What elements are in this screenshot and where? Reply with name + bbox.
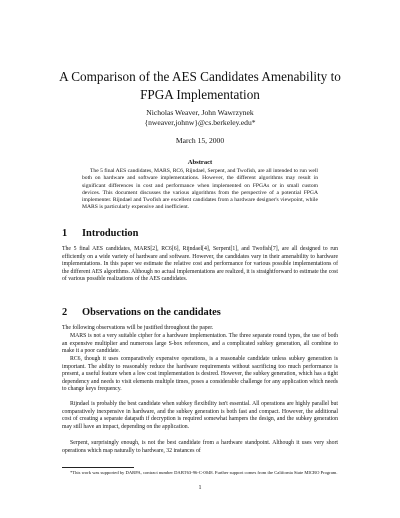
observations-intro-paragraph: The following observations will be justified throughout the paper. (62, 325, 214, 331)
section-number: 1 (62, 228, 68, 239)
section-heading-observations (62, 307, 221, 318)
page-number: 1 (198, 485, 202, 491)
footnote-rule (62, 467, 134, 468)
observations-mars-paragraph: MARS is not a very suitable cipher for a hardware implementation. The three separate round types, the use of both an expensive multiplier and numerous large S-box references, and a complicated subkey generation, all combine to make it a poor candidate. (62, 333, 338, 355)
author-email: {nweaver,johnw}@cs.berkeley.edu* (144, 118, 256, 128)
author-block (40, 108, 360, 129)
observations-serpent-paragraph: Serpent, surprisingly enough, is not the best candidate from a hardware standpoint. Although it uses very short operations which map naturally to hardware, 32 instances of (62, 440, 338, 454)
title-line-1: A Comparison of the AES Candidates Amenability to (59, 69, 341, 84)
author-names: Nicholas Weaver, John Wawrzynek (146, 108, 254, 117)
footnote: *This work was supported by DARPA, contract number DABT63-96-C-0048. Further support comes from the California State MICRO Program. (70, 470, 338, 475)
observations-rc6-paragraph: RC6, though it uses comparatively expensive operations, is a reasonable candidate unless subkey generation is important. The ability to reasonably reduce the hardware requirements without sacrificing too much performance is present, a useful feature when a low cost implementation is desired. However, the subkey generation, which has a tight dependency and needs to visit elements multiple times, poses a considerable challenge for any application which needs to change keys frequency. (62, 356, 338, 393)
paper-date: March 15, 2000 (175, 136, 225, 145)
section-title: Introduction (82, 228, 139, 239)
abstract-text: The 5 final AES candidates, MARS, RC6, Rijndael, Serpent, and Twofish, are all intended to run well both on hardware and software implementations. However, the different algorithms may result in significant differences in cost and performance when implemented on FPGAs or in small custom devices. This document discusses the various algorithms from the perspective of a potential FPGA implementer. Rijndael and Twofish are excellent candidates from a hardware designer's viewpoint, while MARS is particularly expensive and inefficient. (82, 168, 318, 211)
section-heading-introduction (62, 228, 138, 239)
introduction-paragraph: The 5 final AES candidates, MARS[2], RC6[6], Rijndael[4], Serpent[1], and Twofish[7], are all designed to run efficiently on a wide variety of hardware and software. However, the candidates vary in their amenability to hardware implementations. In this paper we estimate the relative cost and performance for various possible implementations of the different AES algorithms. Although no actual implementations are realized, it is straightforward to estimate the cost of various possible realizations of the AES candidates. (62, 246, 338, 283)
paper-title (40, 68, 360, 103)
section-number: 2 (62, 307, 68, 318)
title-line-2: FPGA Implementation (140, 86, 260, 102)
abstract-heading: Abstract (187, 159, 213, 166)
observations-rijndael-paragraph: Rijndael is probably the best candidate when subkey flexibility isn't essential. All operations are highly parallel but comparatively inexpensive in hardware, and the subkey generation is both fast and compact. However, the additional cost of creating a separate datapath if decryption is required somewhat hampers the design, and the subkey generation may still have an impact, depending on the application. (62, 401, 338, 430)
section-title: Observations on the candidates (82, 307, 221, 318)
